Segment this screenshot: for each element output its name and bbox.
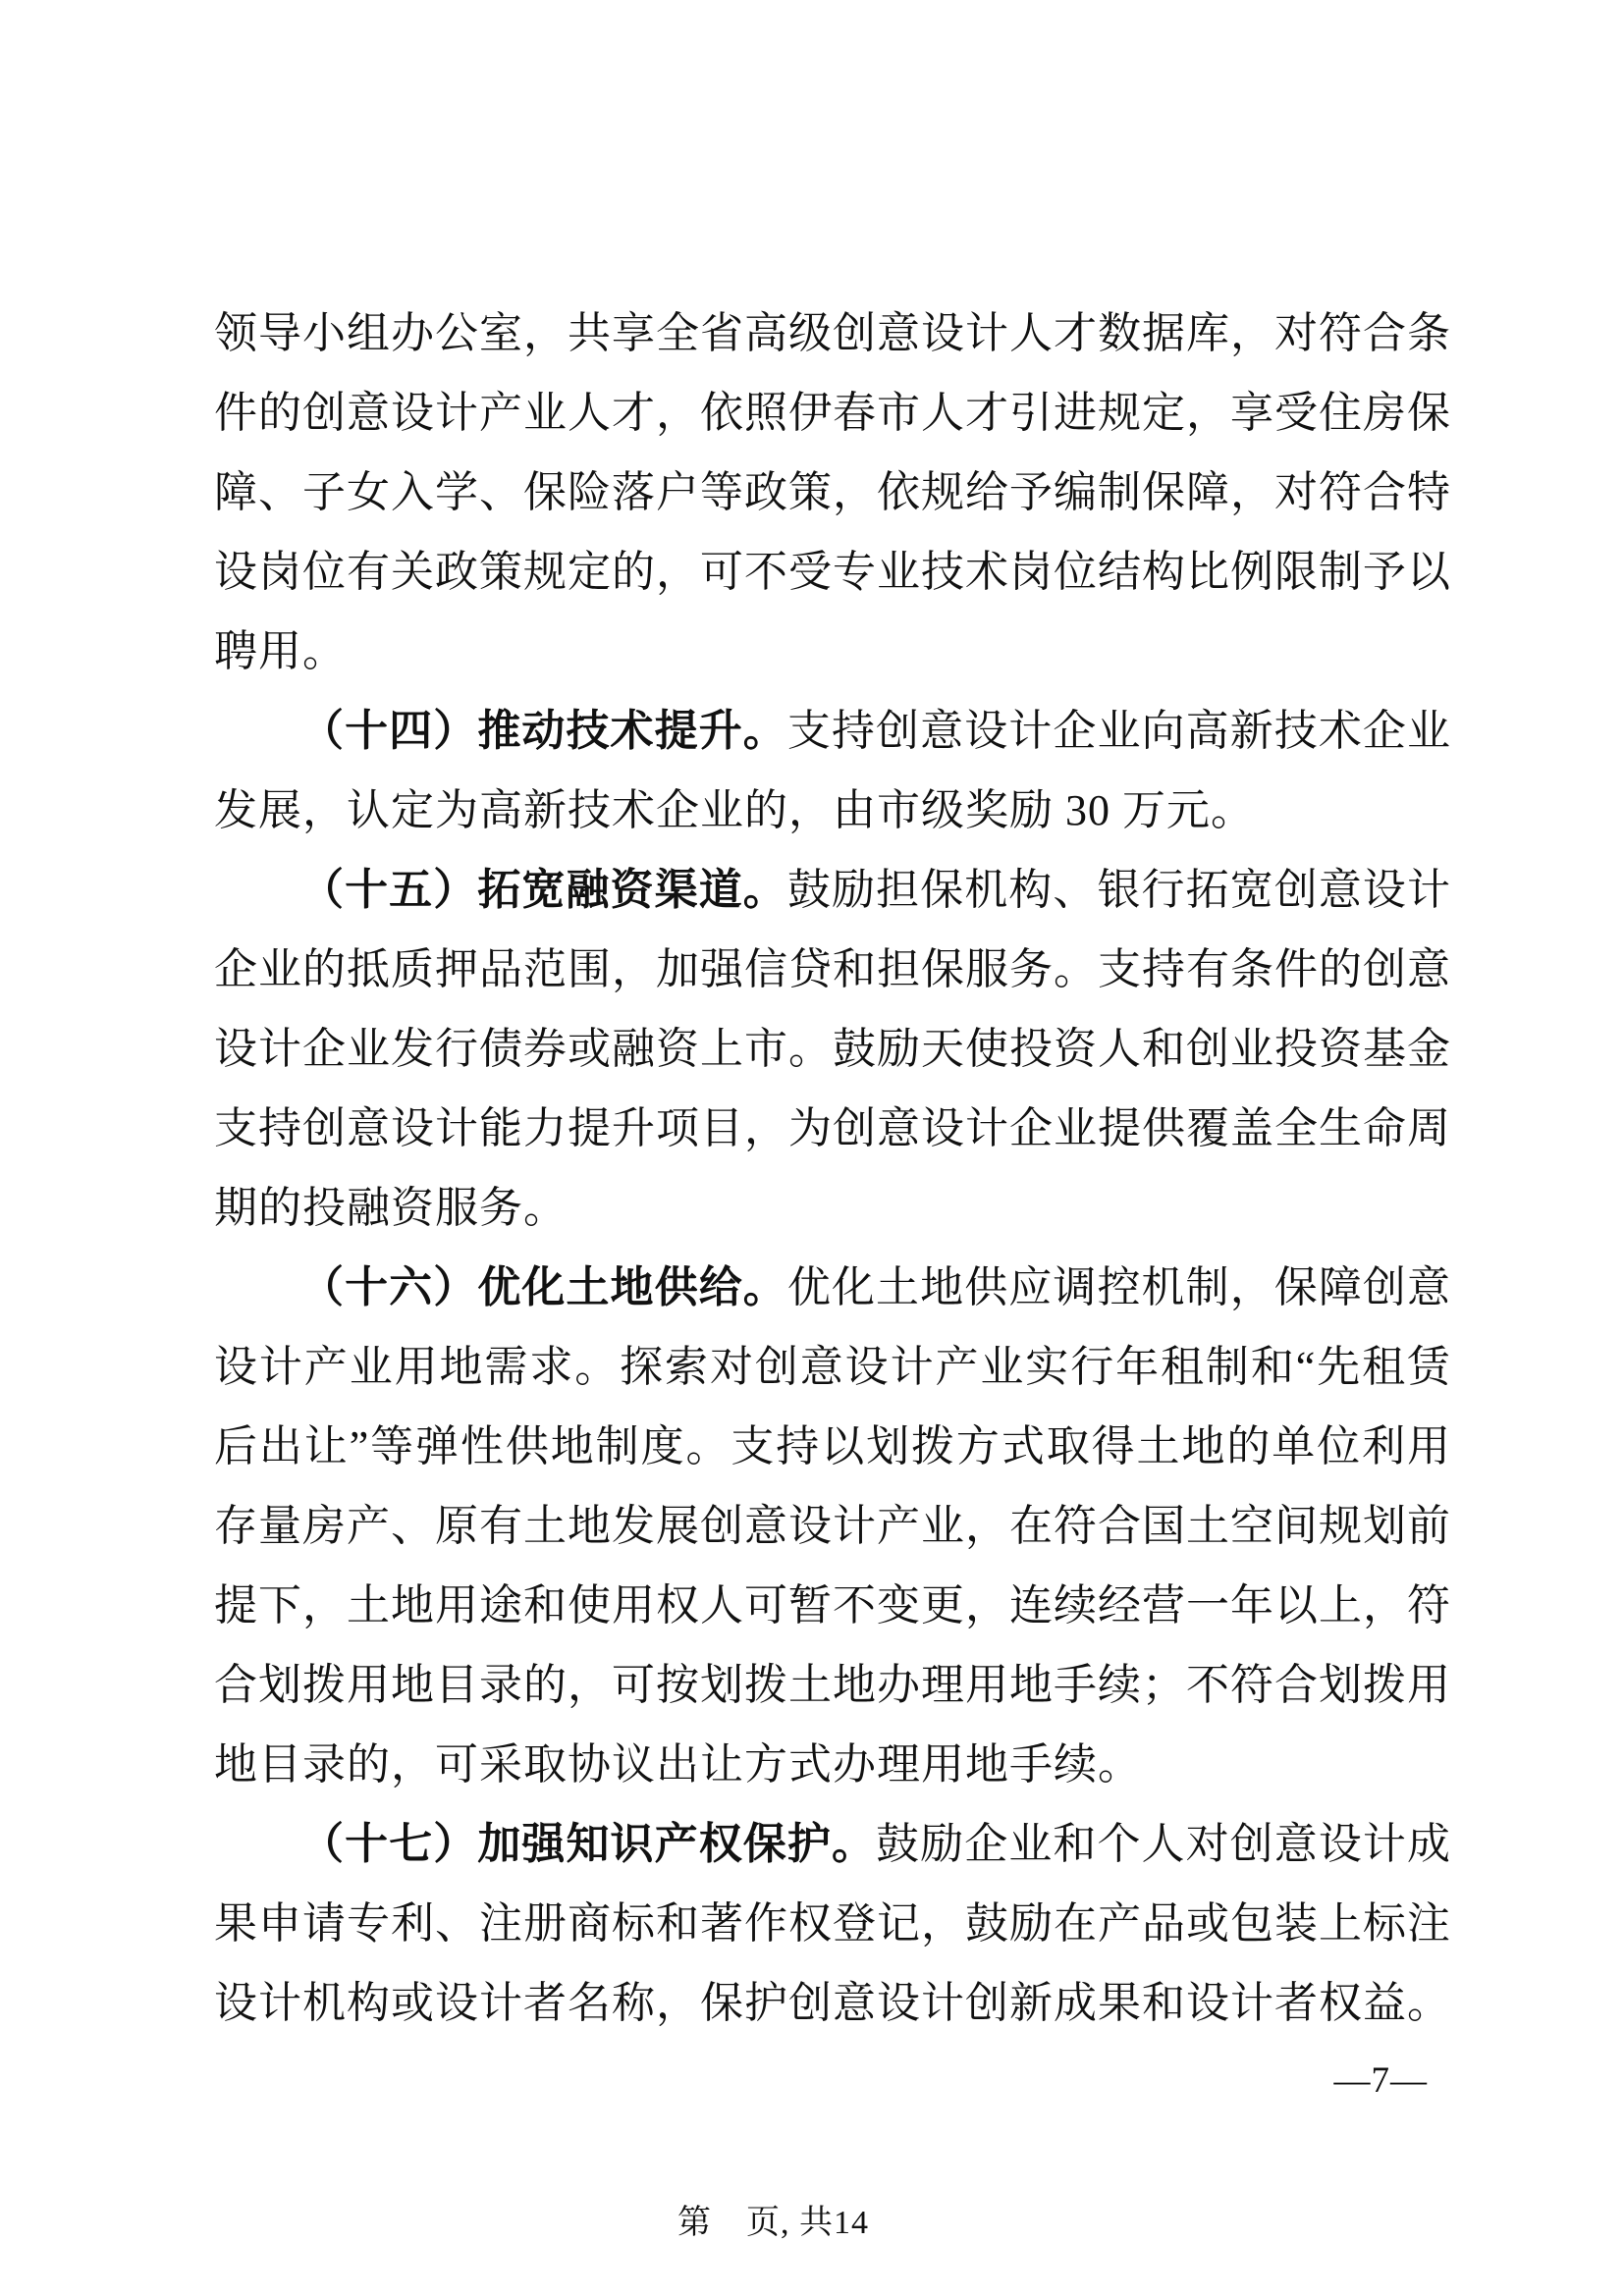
paragraph bbox=[214, 1248, 1451, 1804]
paragraph-body-text: 领导小组办公室，共享全省高级创意设计人才数据库，对符合条件的创意设计产业人才，依照伊春市人才引进规定，享受住房保障、子女入学、保险落户等政策，依规给予编制保障，对符合特设岗位有关政策规定的，可不受专业技术岗位结构比例限制予以聘用。 bbox=[214, 309, 1451, 675]
paragraph-body-text: 优化土地供应调控机制，保障创意设计产业用地需求。探索对创意设计产业实行年租制和“先租赁后出让”等弹性供地制度。支持以划拨方式取得土地的单位利用存量房产、原有土地发展创意设计产业，在符合国土空间规划前提下，土地用途和使用权人可暂不变更，连续经营一年以上，符合划拨用地目录的，可按划拨土地办理用地手续；不符合划拨用地目录的，可采取协议出让方式办理用地手续。 bbox=[214, 1263, 1452, 1789]
paragraph-body-text: 支持创意设计企业向高新技术企业发展，认定为高新技术企业的，由市级奖励 30 万元。 bbox=[214, 707, 1452, 834]
paragraph-heading: （十四）推动技术提升。 bbox=[300, 707, 787, 755]
paragraph bbox=[214, 850, 1451, 1248]
paragraph-body-text: 鼓励担保机构、银行拓宽创意设计企业的抵质押品范围，加强信贷和担保服务。支持有条件的创意设计企业发行债券或融资上市。鼓励天使投资人和创业投资基金支持创意设计能力提升项目，为创意设计企业提供覆盖全生命周期的投融资服务。 bbox=[214, 866, 1452, 1232]
paragraph bbox=[214, 1804, 1451, 2043]
paragraph-heading: （十七）加强知识产权保护。 bbox=[300, 1820, 877, 1868]
page-footer: 第 页, 共14 bbox=[677, 2205, 869, 2241]
paragraph-body-text: 鼓励企业和个人对创意设计成果申请专利、注册商标和著作权登记，鼓励在产品或包装上标注设计机构或设计者名称，保护创意设计创新成果和设计者权益。 bbox=[214, 1820, 1452, 2027]
paragraph bbox=[214, 691, 1451, 850]
paragraph bbox=[214, 294, 1451, 691]
document-body bbox=[214, 294, 1451, 2043]
paragraph-heading: （十六）优化土地供给。 bbox=[300, 1263, 787, 1311]
paragraph-heading: （十五）拓宽融资渠道。 bbox=[300, 866, 787, 914]
page-number: —7— bbox=[1333, 2060, 1428, 2101]
